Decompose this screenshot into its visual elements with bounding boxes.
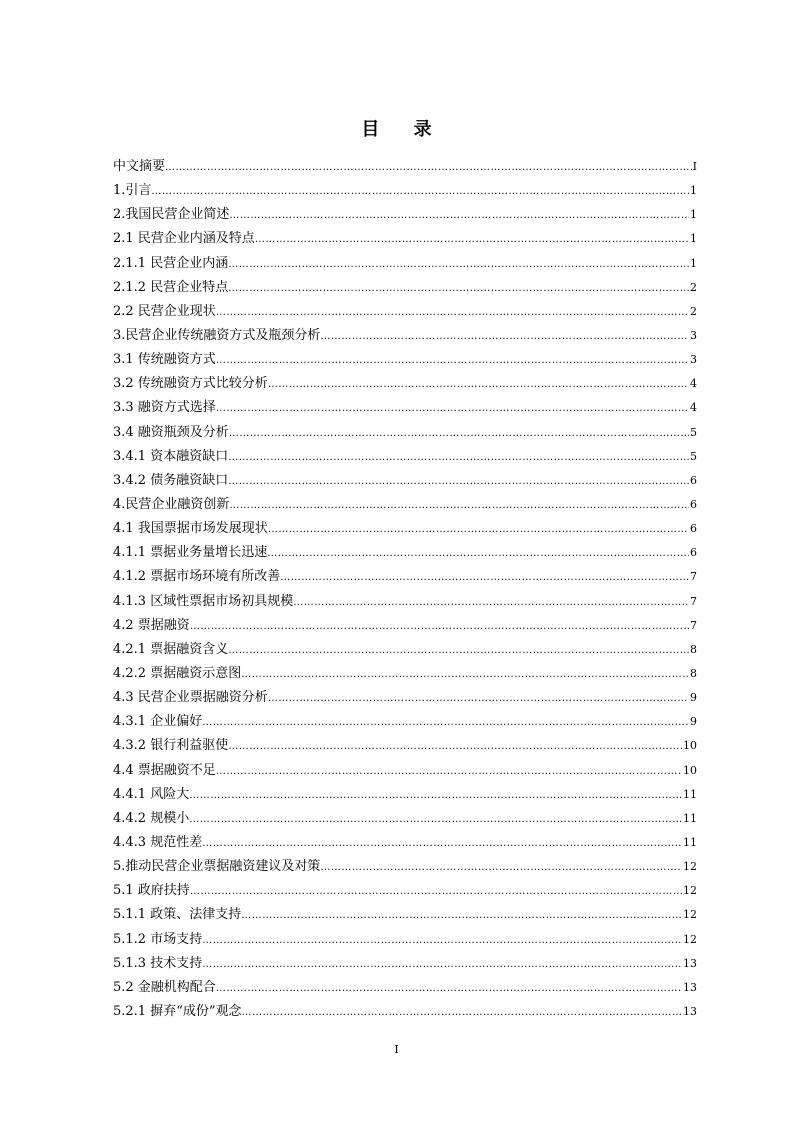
toc-entry-page: 13 <box>683 1004 697 1018</box>
toc-entry-page: 3 <box>690 353 697 367</box>
toc-entry-title: 5.1.2 市场支持 <box>113 931 203 947</box>
toc-entry-title: 3.4.1 资本融资缺口 <box>113 448 229 464</box>
toc-entry-page: 12 <box>683 860 697 874</box>
toc-entry <box>113 590 697 614</box>
toc-entry <box>113 179 697 203</box>
toc-dot-leader <box>280 566 689 589</box>
toc-entry-page: 6 <box>690 497 697 511</box>
toc-entry-page: 11 <box>683 835 697 849</box>
toc-entry-title: 3.2 传统融资方式比较分析 <box>113 376 268 392</box>
toc-entry <box>113 686 697 710</box>
toc-entry-title: 4.1.2 票据市场环境有所改善 <box>113 569 281 585</box>
toc-entry <box>113 759 697 783</box>
toc-entry <box>113 493 697 517</box>
toc-entry-page: 2 <box>690 280 697 294</box>
toc-entry-page: 5 <box>690 449 697 463</box>
toc-dot-leader <box>229 204 689 227</box>
toc-entry-page: 8 <box>690 642 697 656</box>
toc-entry-title: 1.引言 <box>113 183 152 199</box>
toc-entry <box>113 662 697 686</box>
toc-entry-page: 1 <box>690 256 697 270</box>
toc-entry-title: 3.民营企业传统融资方式及瓶颈分析 <box>113 327 321 343</box>
toc-entry-title: 3.4.2 债务融资缺口 <box>113 472 229 488</box>
toc-entry-page: 11 <box>683 787 697 801</box>
toc-entry <box>113 541 697 565</box>
toc-entry-title: 4.4.1 风险大 <box>113 786 190 802</box>
toc-entry <box>113 976 697 1000</box>
toc-dot-leader <box>228 277 689 300</box>
toc-dot-leader <box>293 591 689 614</box>
toc-dot-leader <box>229 422 689 445</box>
toc-entry <box>113 783 697 807</box>
toc-dot-leader <box>268 373 689 396</box>
toc-entry <box>113 952 697 976</box>
toc-entry <box>113 614 697 638</box>
toc-dot-leader <box>255 228 689 251</box>
toc-entry-title: 2.1 民营企业内涵及特点 <box>113 231 255 247</box>
toc-entry-page: 12 <box>683 908 697 922</box>
toc-dot-leader <box>202 832 682 855</box>
toc-entry-title: 4.2 票据融资 <box>113 617 190 633</box>
toc-entry-page: 13 <box>683 980 697 994</box>
toc-entry-title: 5.1 政府扶持 <box>113 883 190 899</box>
toc-entry <box>113 903 697 927</box>
toc-entry-page: 3 <box>690 328 697 342</box>
toc-entry <box>113 203 697 227</box>
toc-dot-leader <box>202 711 689 734</box>
toc-entry-page: 6 <box>690 546 697 560</box>
toc-entry-title: 4.1 我国票据市场发展现状 <box>113 521 268 537</box>
toc-entry-title: 5.2 金融机构配合 <box>113 979 216 995</box>
toc-entry-page: 10 <box>683 739 697 753</box>
toc-entry <box>113 300 697 324</box>
toc-entry-page: 5 <box>690 425 697 439</box>
toc-entry-title: 4.2.2 票据融资示意图 <box>113 665 242 681</box>
toc-entry-title: 5.1.3 技术支持 <box>113 955 203 971</box>
toc-entry-page: 13 <box>683 956 697 970</box>
toc-entry-page: 7 <box>690 594 697 608</box>
toc-entry-title: 4.3.1 企业偏好 <box>113 714 203 730</box>
toc-entry-page: 7 <box>690 570 697 584</box>
toc-dot-leader <box>228 470 689 493</box>
toc-entry <box>113 855 697 879</box>
toc-entry-page: 2 <box>690 304 697 318</box>
toc-entry-page: 4 <box>690 401 697 415</box>
toc-entry-title: 2.2 民营企业现状 <box>113 303 216 319</box>
toc-entry <box>113 517 697 541</box>
toc-entry <box>113 445 697 469</box>
toc-entry <box>113 831 697 855</box>
toc-entry <box>113 252 697 276</box>
toc-dot-leader <box>228 735 682 758</box>
toc-entry <box>113 734 697 758</box>
toc-entry-page: 9 <box>690 715 697 729</box>
toc-entry-title: 4.1.1 票据业务量增长迅速 <box>113 545 268 561</box>
toc-entry-title: 3.1 传统融资方式 <box>113 352 216 368</box>
toc-dot-leader <box>241 904 682 927</box>
toc-dot-leader <box>190 615 689 638</box>
toc-entry <box>113 372 697 396</box>
toc-entry <box>113 928 697 952</box>
toc-entry-title: 5.2.1 摒弃“成份”观念 <box>113 1003 242 1019</box>
toc-dot-leader <box>216 977 682 1000</box>
toc-entry-page: 6 <box>690 522 697 536</box>
toc-dot-leader <box>165 156 692 179</box>
toc-dot-leader <box>189 784 682 807</box>
toc-dot-leader <box>202 953 682 976</box>
toc-dot-leader <box>216 397 689 420</box>
table-of-contents <box>113 155 697 1024</box>
toc-entry-title: 4.3 民营企业票据融资分析 <box>113 690 268 706</box>
toc-dot-leader <box>216 301 689 324</box>
toc-dot-leader <box>320 325 689 348</box>
toc-dot-leader <box>268 687 689 710</box>
toc-entry-title: 3.3 融资方式选择 <box>113 400 216 416</box>
toc-entry-title: 4.1.3 区域性票据市场初具规模 <box>113 593 294 609</box>
toc-entry-title: 2.1.2 民营企业特点 <box>113 279 229 295</box>
toc-entry-page: 4 <box>690 377 697 391</box>
toc-entry-page: 10 <box>683 763 697 777</box>
toc-entry-page: I <box>692 160 697 173</box>
toc-entry <box>113 421 697 445</box>
toc-entry-page: 12 <box>683 932 697 946</box>
toc-entry <box>113 276 697 300</box>
toc-entry-page: 1 <box>690 232 697 246</box>
toc-entry <box>113 565 697 589</box>
toc-entry <box>113 396 697 420</box>
toc-entry <box>113 1000 697 1024</box>
toc-entry <box>113 710 697 734</box>
toc-entry-title: 4.2.1 票据融资含义 <box>113 641 229 657</box>
toc-entry <box>113 324 697 348</box>
toc-entry <box>113 348 697 372</box>
toc-dot-leader <box>189 808 682 831</box>
toc-entry-title: 4.4 票据融资不足 <box>113 762 216 778</box>
toc-dot-leader <box>320 856 682 879</box>
toc-entry-title: 4.4.3 规范性差 <box>113 834 203 850</box>
toc-entry-title: 2.我国民营企业简述 <box>113 207 230 223</box>
toc-entry <box>113 227 697 251</box>
toc-entry-page: 9 <box>690 691 697 705</box>
toc-entry <box>113 807 697 831</box>
toc-entry <box>113 469 697 493</box>
toc-entry <box>113 155 697 179</box>
page-title: 目 录 <box>361 119 446 140</box>
toc-dot-leader <box>228 253 689 276</box>
toc-entry-page: 6 <box>690 473 697 487</box>
toc-dot-leader <box>268 518 689 541</box>
toc-dot-leader <box>242 1001 682 1024</box>
page-number: I <box>394 1043 399 1056</box>
toc-entry-title: 5.1.1 政策、法律支持 <box>113 907 242 923</box>
toc-dot-leader <box>228 639 689 662</box>
toc-entry-page: 1 <box>690 184 697 198</box>
toc-entry-title: 4.民营企业融资创新 <box>113 496 230 512</box>
toc-dot-leader <box>216 760 682 783</box>
toc-entry-title: 3.4 融资瓶颈及分析 <box>113 424 229 440</box>
toc-entry <box>113 638 697 662</box>
toc-dot-leader <box>228 446 689 469</box>
toc-entry-title: 2.1.1 民营企业内涵 <box>113 255 229 271</box>
toc-entry-page: 1 <box>690 208 697 222</box>
toc-dot-leader <box>151 180 689 203</box>
toc-entry <box>113 879 697 903</box>
toc-dot-leader <box>229 494 689 517</box>
toc-entry-page: 7 <box>690 618 697 632</box>
toc-entry-title: 5.推动民营企业票据融资建议及对策 <box>113 859 321 875</box>
toc-entry-page: 8 <box>690 666 697 680</box>
toc-dot-leader <box>241 663 689 686</box>
toc-entry-title: 4.4.2 规模小 <box>113 810 190 826</box>
toc-entry-title: 4.3.2 银行利益驱使 <box>113 738 229 754</box>
toc-dot-leader <box>202 929 682 952</box>
toc-dot-leader <box>216 349 689 372</box>
toc-dot-leader <box>267 542 689 565</box>
toc-entry-page: 12 <box>683 884 697 898</box>
toc-entry-page: 11 <box>683 811 697 825</box>
toc-entry-title: 中文摘要 <box>113 159 166 174</box>
toc-dot-leader <box>190 880 682 903</box>
